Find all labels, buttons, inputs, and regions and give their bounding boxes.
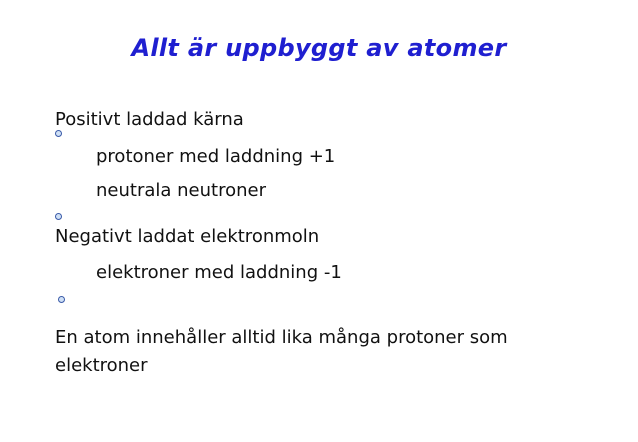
bullet-circle-icon (58, 296, 65, 303)
paragraph-text-line-2: elektroner (55, 355, 148, 376)
bullet-circle-icon (55, 213, 62, 220)
bullet-circle-icon (55, 130, 62, 137)
paragraph-text-line-1: En atom innehåller alltid lika många protoner som (55, 327, 508, 348)
bullet-text-positive-nucleus: Positivt laddad kärna (55, 109, 244, 130)
sub-bullet-text-neutrons: neutrala neutroner (96, 180, 266, 201)
slide-title: Allt är uppbyggt av atomer (131, 34, 507, 62)
sub-bullet-text-electrons: elektroner med laddning -1 (96, 262, 342, 283)
sub-bullet-text-protons: protoner med laddning +1 (96, 146, 336, 167)
bullet-text-negative-cloud: Negativt laddat elektronmoln (55, 226, 320, 247)
